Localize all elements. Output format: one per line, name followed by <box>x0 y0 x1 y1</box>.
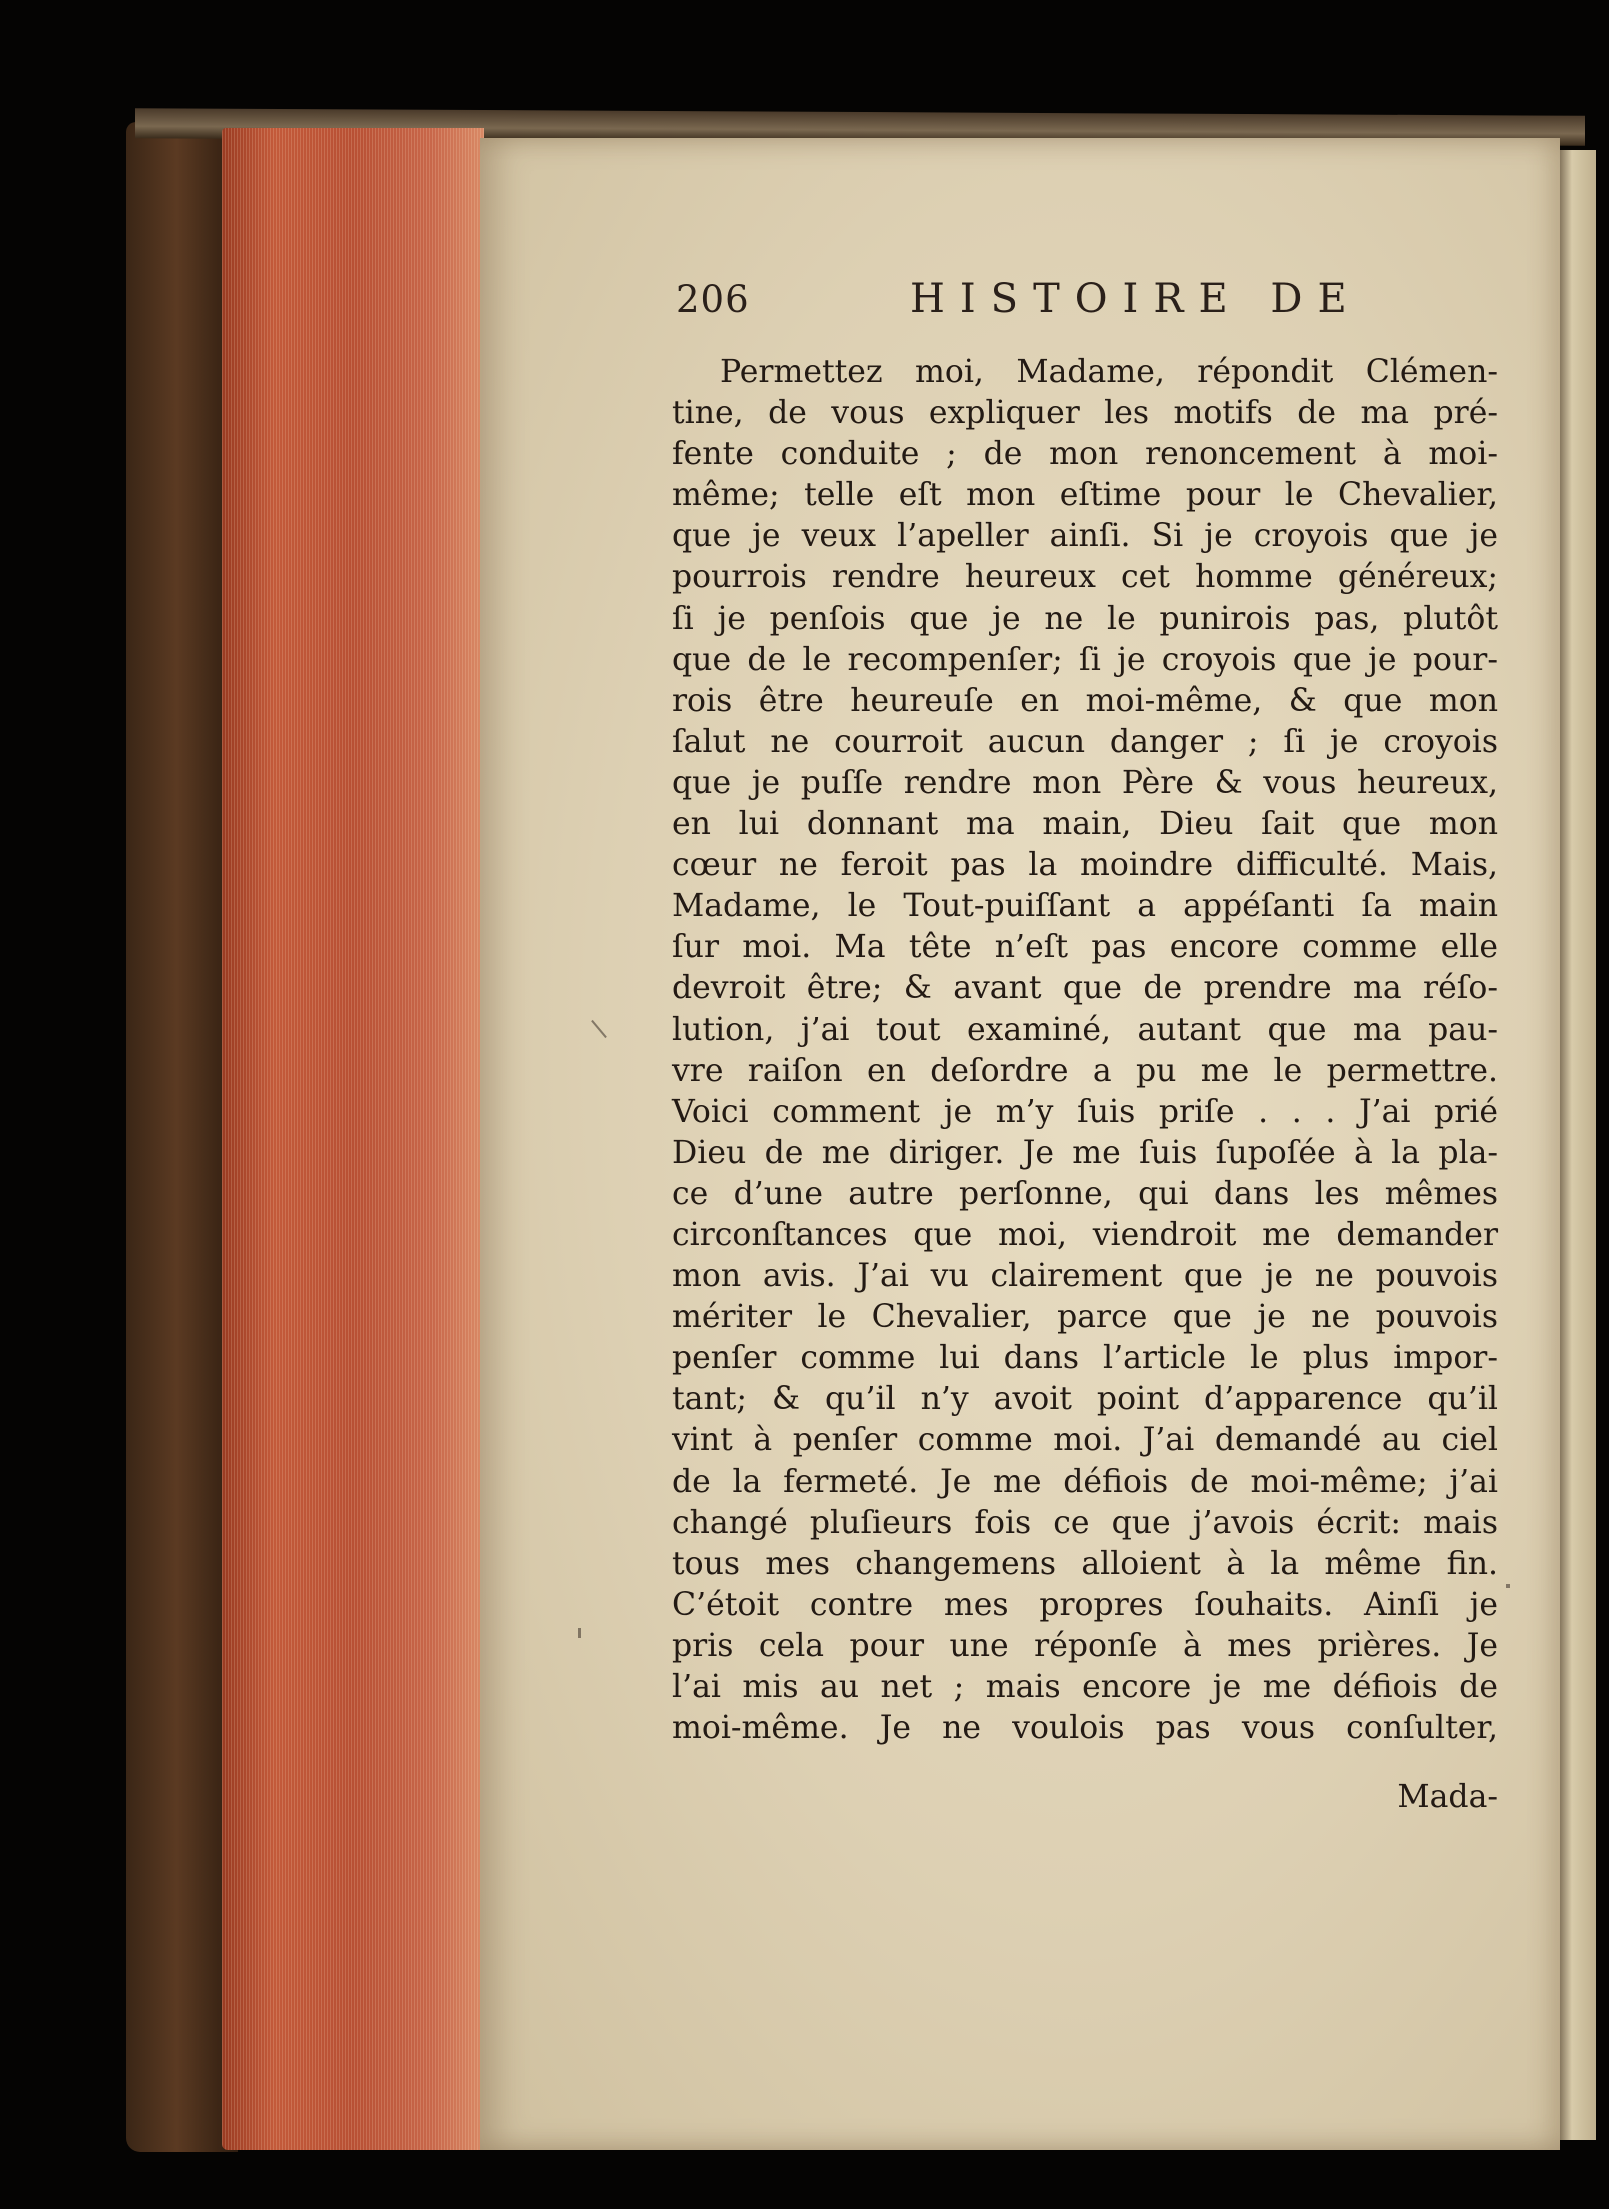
text-line: tous mes changemens alloient à la même fin. <box>672 1545 1498 1582</box>
page-header <box>676 278 1376 330</box>
text-line: pourrois rendre heureux cet homme généreux; <box>672 559 1498 596</box>
text-line: Voici comment je m’y ſuis priſe . . . J’ai prié <box>672 1093 1498 1130</box>
text-line: que je puſſe rendre mon Père & vous heureux, <box>672 764 1498 801</box>
text-line: vre raiſon en deſordre a pu me le permettre. <box>672 1052 1498 1089</box>
facing-page-edge <box>1556 150 1596 2140</box>
page-edges <box>222 128 484 2150</box>
text-line: de la fermeté. Je me défiois de moi-même; j’ai <box>672 1463 1498 1500</box>
text-line: pris cela pour une réponſe à mes prières. Je <box>672 1627 1498 1664</box>
text-line: Dieu de me diriger. Je me ſuis ſupoſée à la pla- <box>672 1134 1498 1171</box>
text-line: tant; & qu’il n’y avoit point d’apparence qu’il <box>672 1381 1498 1418</box>
text-line: changé pluſieurs fois ce que j’avois écrit: mais <box>672 1504 1498 1541</box>
ink-speck <box>1506 1584 1510 1588</box>
text-line: fente conduite ; de mon renoncement à moi- <box>672 436 1498 473</box>
text-line: Permettez moi, Madame, répondit Clémen- <box>720 354 1498 390</box>
text-line: cœur ne feroit pas la moindre difficulté. Mais, <box>672 847 1498 884</box>
text-line: mériter le Chevalier, parce que je ne pouvois <box>672 1299 1498 1336</box>
text-line: que de le recompenſer; ſi je croyois que je pour- <box>672 641 1498 678</box>
text-line: vint à penſer comme moi. J’ai demandé au ciel <box>672 1422 1498 1459</box>
text-line: même; telle eſt mon eſtime pour le Chevalier, <box>672 477 1498 514</box>
text-line: l’ai mis au net ; mais encore je me défiois de <box>672 1669 1498 1705</box>
text-line: ſalut ne courroit aucun danger ; ſi je croyois <box>672 723 1498 760</box>
running-title: HISTOIRE DE <box>910 276 1362 322</box>
text-line: circonſtances que moi, viendroit me demander <box>672 1216 1498 1253</box>
text-line: Madame, le Tout-puiſſant a appéſanti ſa main <box>672 888 1498 925</box>
text-line: ſi je penſois que je ne le punirois pas, plutôt <box>672 600 1498 637</box>
text-line: C’étoit contre mes propres ſouhaits. Ainſi je <box>672 1586 1498 1623</box>
text-line: ſur moi. Ma tête n’eſt pas encore comme elle <box>672 929 1498 966</box>
text-line: lution, j’ai tout examiné, autant que ma pau- <box>672 1011 1498 1048</box>
text-line: mon avis. J’ai vu clairement que je ne pouvois <box>672 1258 1498 1295</box>
catchword: Mada- <box>1397 1779 1498 1815</box>
text-line: en lui donnant ma main, Dieu ſait que mon <box>672 806 1498 843</box>
text-line: devroit être; & avant que de prendre ma réſo- <box>672 970 1498 1007</box>
ink-speck <box>578 1628 581 1638</box>
text-line: penſer comme lui dans l’article le plus impor- <box>672 1340 1498 1377</box>
text-line: moi-même. Je ne voulois pas vous conſulter, <box>672 1710 1498 1747</box>
page-number: 206 <box>676 278 750 321</box>
text-line: que je veux l’apeller ainſi. Si je croyois que je <box>672 518 1498 555</box>
text-line: ce d’une autre perſonne, qui dans les mêmes <box>672 1175 1498 1212</box>
text-line: tine, de vous expliquer les motifs de ma pré- <box>672 395 1498 432</box>
text-line: rois être heureuſe en moi-même, & que mon <box>672 682 1498 719</box>
body-text <box>672 352 1498 1749</box>
